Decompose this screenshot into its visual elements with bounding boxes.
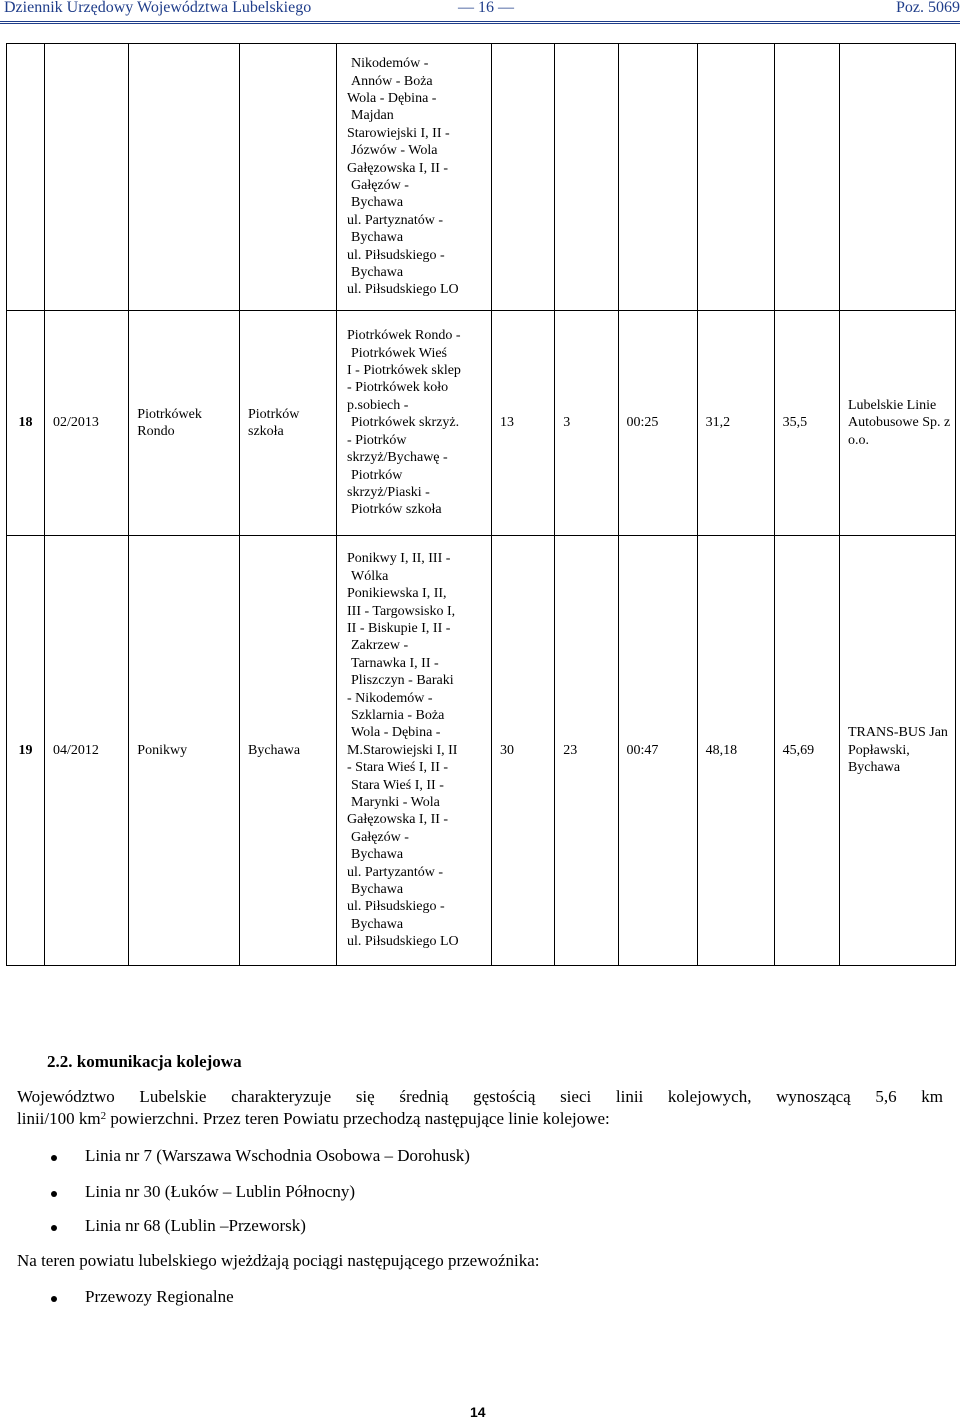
intro-paragraph: Województwo Lubelskie charakteryzuje się średnią gęstością sieci linii kolejowych, wynoszącą 5,6 km linii/100 $km^2$ powierzchni. Przez teren Powiatu przechodzą następujące linie kolejowe:	[17, 1087, 943, 1128]
section-heading: 2.2. komunikacja kolejowa	[47, 1052, 242, 1071]
table-row	[7, 311, 956, 536]
bullet-icon	[51, 1225, 57, 1231]
stops-cell: Piotrkówek Rondo - Piotrkówek Wieś I - Piotrkówek sklep - Piotrkówek koło p.sobiech - Piotrkówek skrzyż. - Piotrków skrzyż/Bychawę - Piotrków skrzyż/Piaski - Piotrków szkoła	[337, 311, 492, 536]
page-indicator: — 16 —	[458, 0, 514, 16]
route-to: Bychawa	[240, 536, 337, 966]
header-rule	[0, 21, 960, 22]
table-row	[7, 536, 956, 966]
table-row	[7, 44, 956, 311]
stops-cell: Nikodemów - Annów - Boża Wola - Dębina - Majdan Starowiejski I, II - Józwów - Wola Gałęzowska I, II - Gałęzów - Bychawa ul. Partyznatów - Bychawa ul. Piłsudskiego - Bychawa ul. Piłsudskiego LO	[337, 44, 492, 311]
col-b: 23	[555, 536, 618, 966]
stops-cell: Ponikwy I, II, III - Wólka Ponikiewska I, II, III - Targowsisko I, II - Biskupie I, II - Zakrzew - Tarnawka I, II - Pliszczyn - Baraki - Nikodemów - Szklarnia - Boża Wola - Dębina - M.Starowiejski I, II - Stara Wieś I, II - Stara Wieś I, II - Marynki - Wola Gałęzowska I, II - Gałęzów - Bychawa ul. Partyzantów - Bychawa ul. Piłsudskiego - Bychawa ul. Piłsudskiego LO	[337, 536, 492, 966]
position-number: Poz. 5069	[896, 0, 960, 16]
col-a: 30	[492, 536, 555, 966]
col-a: 13	[492, 311, 555, 536]
operator: TRANS-BUS Jan Popławski, Bychawa	[839, 536, 955, 966]
bullet-icon	[51, 1155, 57, 1161]
km-2: 35,5	[774, 311, 839, 536]
page-number: 14	[470, 1404, 486, 1420]
operator: Lubelskie Linie Autobusowe Sp. z o.o.	[839, 311, 955, 536]
route-number: 02/2013	[44, 311, 128, 536]
header-rule-secondary	[0, 23, 960, 24]
row-lp: 18	[7, 311, 45, 536]
km-1: 48,18	[697, 536, 774, 966]
bus-routes-table	[6, 43, 956, 966]
bullet-icon	[51, 1296, 57, 1302]
route-from: Piotrkówek Rondo	[129, 311, 240, 536]
page-header	[0, 0, 960, 18]
route-to: Piotrków szkoła	[240, 311, 337, 536]
col-b: 3	[555, 311, 618, 536]
carrier-intro: Na teren powiatu lubelskiego wjeżdżają pociągi następującego przewoźnika:	[17, 1251, 540, 1270]
route-from: Ponikwy	[129, 536, 240, 966]
km-2: 45,69	[774, 536, 839, 966]
travel-time: 00:47	[618, 536, 697, 966]
km-1: 31,2	[697, 311, 774, 536]
travel-time: 00:25	[618, 311, 697, 536]
row-lp: 19	[7, 536, 45, 966]
route-number: 04/2012	[44, 536, 128, 966]
bullet-icon	[51, 1191, 57, 1197]
journal-title: Dziennik Urzędowy Województwa Lubelskiego	[4, 0, 312, 16]
